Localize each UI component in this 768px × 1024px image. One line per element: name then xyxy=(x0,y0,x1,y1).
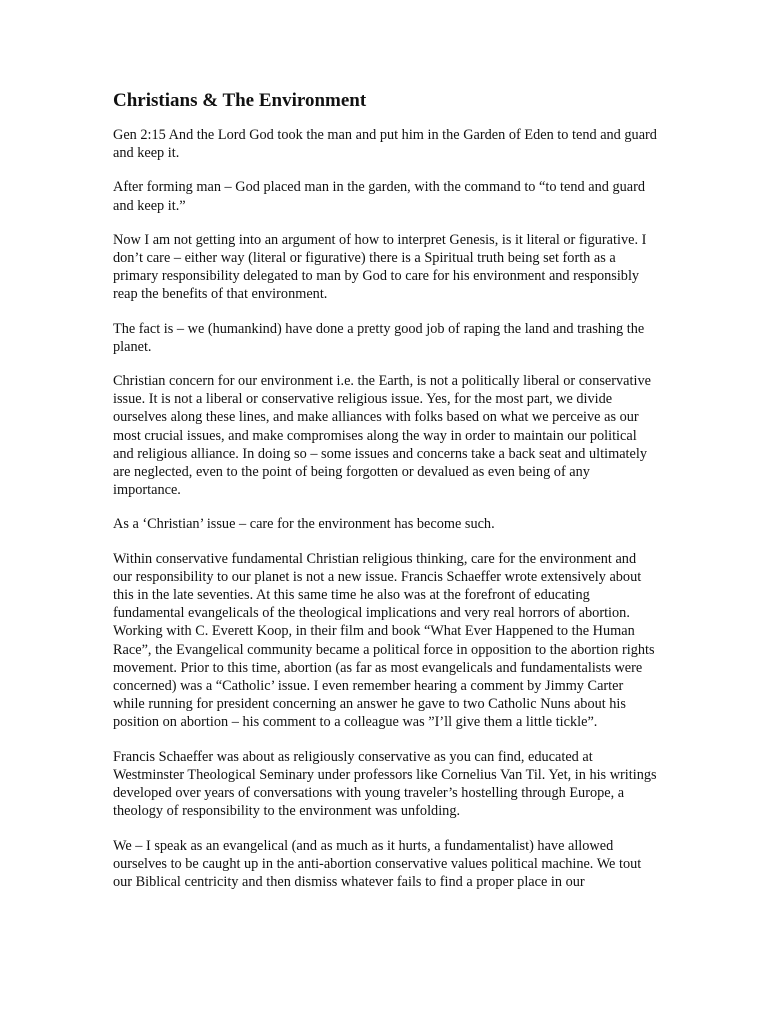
paragraph-garden-command: After forming man – God placed man in the garden, with the command to “to tend and guard and keep it.” xyxy=(113,179,646,214)
paragraph-christian-issue: As a ‘Christian’ issue – care for the environment has become such. xyxy=(113,516,495,533)
paragraph-evangelical: We – I speak as an evangelical (and as much as it hurts, a fundamentalist) have allowed ourselves to be caught up in the anti-abortion conservative values political machine. We tout our Biblical centricity and then dismiss whatever fails to find a proper place in our xyxy=(113,837,642,890)
paragraph-interpretation: Now I am not getting into an argument of how to interpret Genesis, is it literal or figurative. I don’t care – either way (literal or figurative) there is a Spiritual truth being set forth as a primary responsibility delegated to man by God to care for his environment and responsibly reap the benefits of that environment. xyxy=(113,231,647,303)
paragraph-genesis-verse: Gen 2:15 And the Lord God took the man and put him in the Garden of Eden to tend and guard and keep it. xyxy=(113,127,657,162)
paragraph-schaeffer-education: Francis Schaeffer was about as religiously conservative as you can find, educated at Westminster Theological Seminary under professors like Cornelius Van Til. Yet, in his writings developed over years of conversations with young traveler’s hostelling through Europe, a theology of responsibility to the environment was unfolding. xyxy=(113,748,657,820)
paragraph-schaeffer-history: Within conservative fundamental Christian religious thinking, care for the environment and our responsibility to our planet is not a new issue. Francis Schaeffer wrote extensively about this in the late seventies. At this same time he also was at the forefront of educating fundamental evangelicals of the theological implications and very real horrors of abortion. Working with C. Everett Koop, in their film and book “What Ever Happened to the Human Race”, the Evangelical community became a political force in opposition to the abortion rights movement. Prior to this time, abortion (as far as most evangelicals and fundamentalists were concerned) was a “Catholic’ issue. I even remember hearing a comment by Jimmy Carter while running for president concerning an answer he gave to two Catholic Nuns about his position on abortion – his comment to a colleague was ”I’ll give them a little tickle”. xyxy=(113,550,655,731)
paragraph-fact: The fact is – we (humankind) have done a pretty good job of raping the land and trashing the planet. xyxy=(113,320,645,355)
paragraph-political-concern: Christian concern for our environment i.e. the Earth, is not a politically liberal or conservative issue. It is not a liberal or conservative religious issue. Yes, for the most part, we divide ourselves along these lines, and make alliances with folks based on what we perceive as our most crucial issues, and make compromises along the way in order to maintain our political and religious alliance. In doing so – some issues and concerns take a back seat and ultimately are neglected, even to the point of being forgotten or devalued as even being of any importance. xyxy=(113,373,651,499)
document-title: Christians & The Environment xyxy=(113,90,367,111)
document-page xyxy=(113,88,658,907)
